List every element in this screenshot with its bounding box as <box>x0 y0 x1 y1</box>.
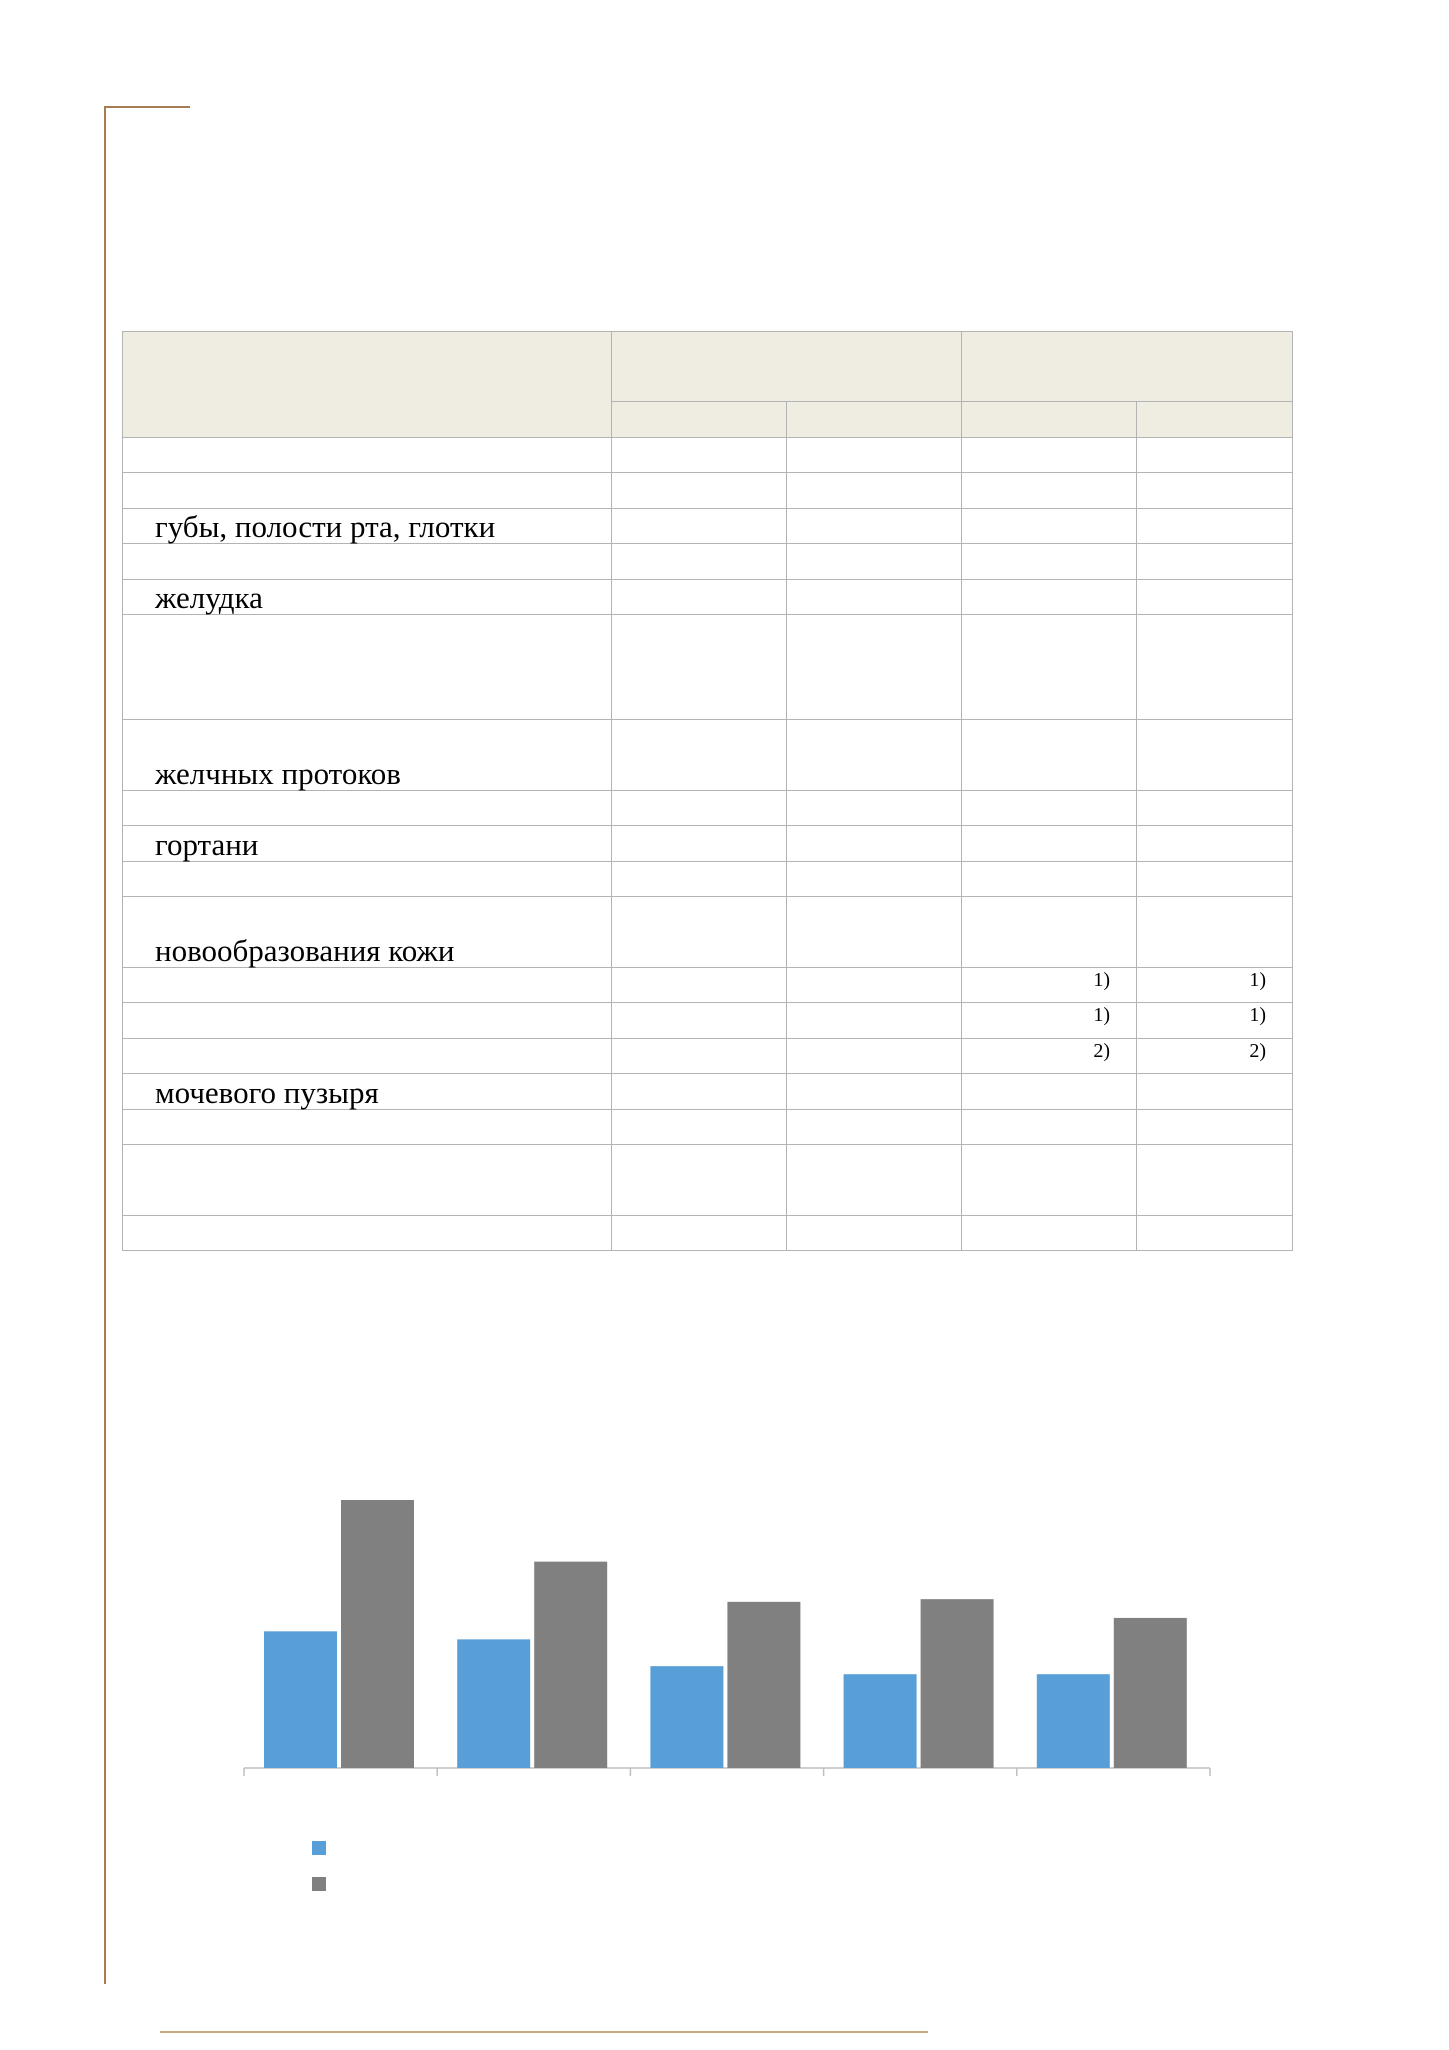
bar-series-2 <box>341 1500 414 1768</box>
row-label: губы, полости рта, глотки <box>155 509 496 544</box>
footnote-marker: 2) <box>1249 1040 1266 1062</box>
row-label: желудка <box>155 580 263 615</box>
row-label: новообразования кожи <box>155 933 455 968</box>
bar-series-1 <box>650 1666 723 1768</box>
bar-series-1 <box>264 1631 337 1768</box>
row-label: желчных протоков <box>155 756 401 791</box>
footnote-marker: 1) <box>1093 969 1110 991</box>
legend-marker-series-1 <box>312 1841 326 1855</box>
row-label: мочевого пузыря <box>155 1075 379 1110</box>
footnote-marker: 1) <box>1093 1004 1110 1026</box>
row-label: гортани <box>155 827 259 862</box>
legend-marker-series-2 <box>312 1877 326 1891</box>
bar-series-2 <box>921 1599 994 1768</box>
footnote-marker: 1) <box>1249 1004 1266 1026</box>
bar-series-2 <box>727 1602 800 1768</box>
bar-series-2 <box>1114 1618 1187 1768</box>
bar-series-1 <box>844 1674 917 1768</box>
footer-rule <box>160 2031 928 2033</box>
bar-series-2 <box>534 1562 607 1768</box>
bar-series-1 <box>457 1639 530 1768</box>
footnote-marker: 2) <box>1093 1040 1110 1062</box>
bar-series-1 <box>1037 1674 1110 1768</box>
footnote-marker: 1) <box>1249 969 1266 991</box>
